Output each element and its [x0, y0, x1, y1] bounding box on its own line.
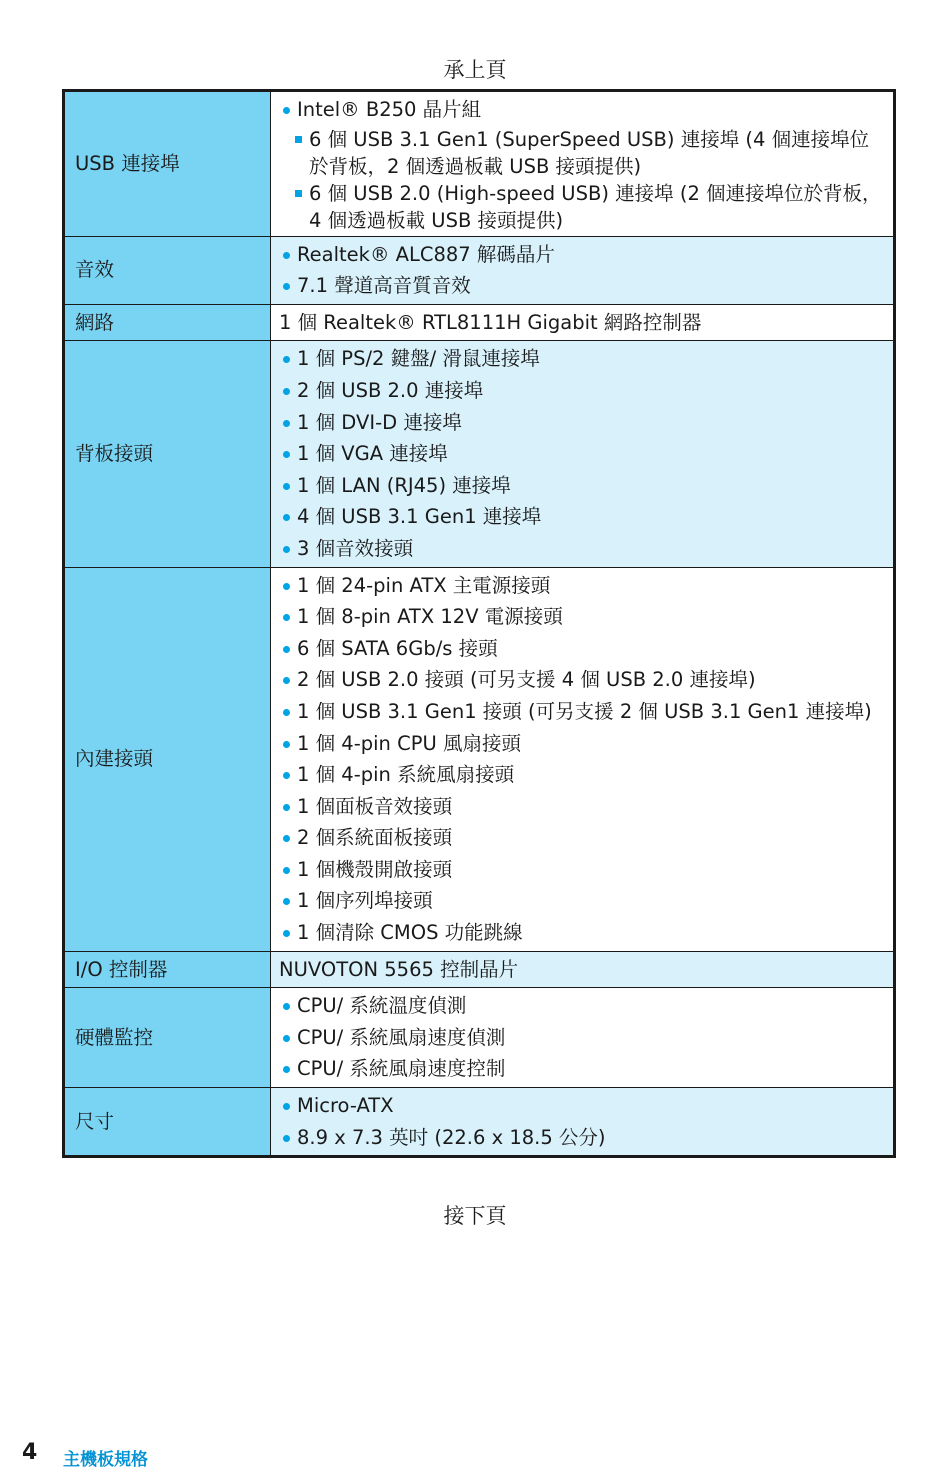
row-value [271, 236, 895, 304]
list-item: 1 個序列埠接頭 [279, 885, 885, 917]
spec-row-hardware-monitor [64, 988, 895, 1088]
list-item: 1 個清除 CMOS 功能跳線 [279, 917, 885, 949]
spec-row-usb [64, 91, 895, 237]
list-item: 1 個 USB 3.1 Gen1 接頭 (可另支援 2 個 USB 3.1 Gen1 連接埠) [279, 696, 885, 728]
row-value: 1 個 Realtek® RTL8111H Gigabit 網路控制器 [271, 304, 895, 341]
continued-on-note: 接下頁 [443, 1204, 507, 1228]
list-item: CPU/ 系統溫度偵測 [279, 990, 885, 1022]
row-label: I/O 控制器 [64, 951, 271, 988]
row-label: 音效 [64, 236, 271, 304]
row-label: USB 連接埠 [64, 91, 271, 237]
section-title: 主機板規格 [63, 1450, 148, 1470]
list-item: 1 個 4-pin CPU 風扇接頭 [279, 728, 885, 760]
row-label: 背板接頭 [64, 341, 271, 567]
list-item: 1 個面板音效接頭 [279, 791, 885, 823]
list-item: 2 個系統面板接頭 [279, 822, 885, 854]
spec-row-audio [64, 236, 895, 304]
row-label: 硬體監控 [64, 988, 271, 1088]
row-value [271, 567, 895, 951]
row-value [271, 341, 895, 567]
row-value [271, 1088, 895, 1157]
list-item: 3 個音效接頭 [279, 533, 885, 565]
spec-row-io-controller [64, 951, 895, 988]
page-number: 4 [22, 1440, 38, 1465]
row-label: 網路 [64, 304, 271, 341]
spec-table [62, 89, 896, 1158]
spec-row-form-factor [64, 1088, 895, 1157]
row-label: 尺寸 [64, 1088, 271, 1157]
row-value [271, 988, 895, 1088]
list-item: 1 個 PS/2 鍵盤/ 滑鼠連接埠 [279, 343, 885, 375]
list-item: 2 個 USB 2.0 接頭 (可另支援 4 個 USB 2.0 連接埠) [279, 664, 885, 696]
sub-list-item: 6 個 USB 3.1 Gen1 (SuperSpeed USB) 連接埠 (4 個連接埠位於背板，2 個透過板載 USB 接頭提供) [293, 126, 885, 180]
list-item: 8.9 x 7.3 英吋 (22.6 x 18.5 公分) [279, 1122, 885, 1154]
spec-row-internal-connectors [64, 567, 895, 951]
row-label: 內建接頭 [64, 567, 271, 951]
row-value: NUVOTON 5565 控制晶片 [271, 951, 895, 988]
continued-from-note: 承上頁 [443, 58, 507, 82]
list-item: Intel® B250 晶片組 [279, 94, 885, 126]
list-item: CPU/ 系統風扇速度偵測 [279, 1022, 885, 1054]
spec-row-back-panel [64, 341, 895, 567]
list-item: 1 個 DVI-D 連接埠 [279, 407, 885, 439]
list-item: 1 個機殼開啟接頭 [279, 854, 885, 886]
list-item: 7.1 聲道高音質音效 [279, 270, 885, 302]
list-item: 1 個 8-pin ATX 12V 電源接頭 [279, 601, 885, 633]
list-item: Micro-ATX [279, 1090, 885, 1122]
list-item: 6 個 SATA 6Gb/s 接頭 [279, 633, 885, 665]
row-value [271, 91, 895, 237]
list-item: 1 個 VGA 連接埠 [279, 438, 885, 470]
list-item: 1 個 LAN (RJ45) 連接埠 [279, 470, 885, 502]
list-item: 1 個 4-pin 系統風扇接頭 [279, 759, 885, 791]
list-item: 2 個 USB 2.0 連接埠 [279, 375, 885, 407]
list-item: 4 個 USB 3.1 Gen1 連接埠 [279, 501, 885, 533]
list-item: 1 個 24-pin ATX 主電源接頭 [279, 570, 885, 602]
sub-list-item: 6 個 USB 2.0 (High-speed USB) 連接埠 (2 個連接埠位於背板，4 個透過板載 USB 接頭提供) [293, 180, 885, 234]
list-item: Realtek® ALC887 解碼晶片 [279, 239, 885, 271]
list-item: CPU/ 系統風扇速度控制 [279, 1053, 885, 1085]
spec-row-lan [64, 304, 895, 341]
